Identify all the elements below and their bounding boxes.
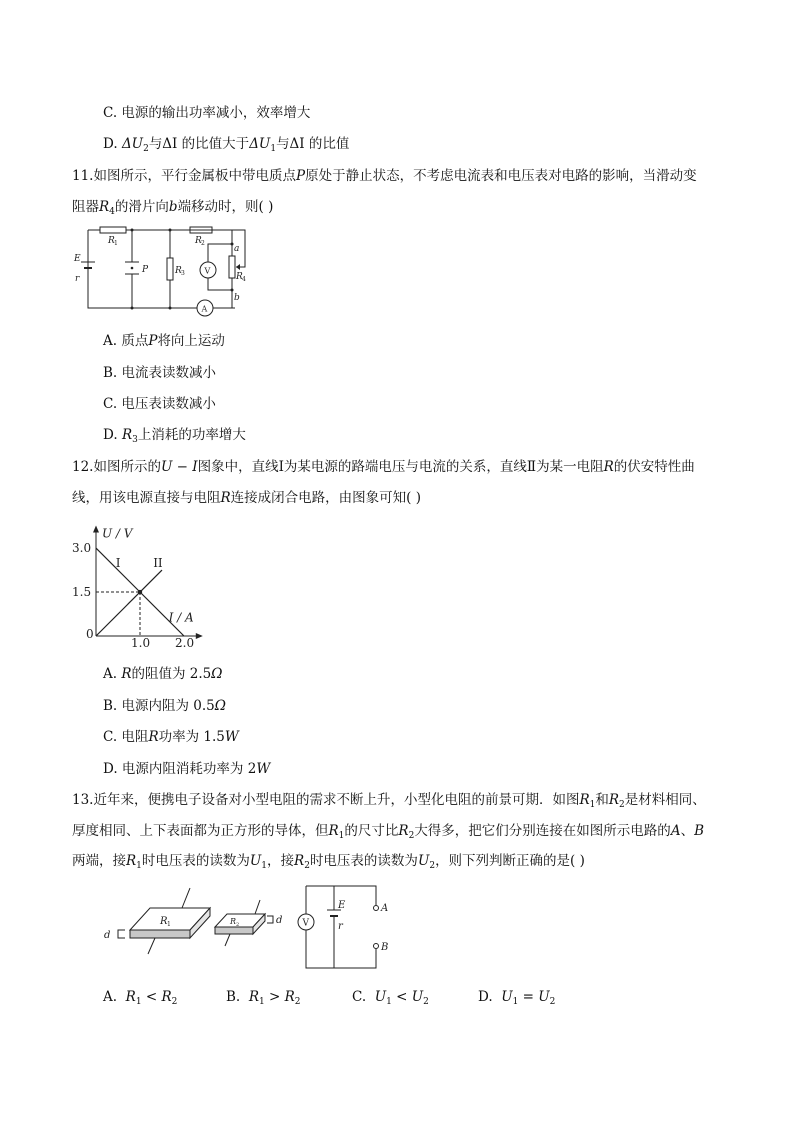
- q11-option-a[interactable]: A. 质点P将向上运动: [103, 333, 225, 349]
- q13-stem-line2: 厚度相同、上下表面都为正方形的导体，但$R_1$的尺寸比$R_2$大得多，把它们分别连接在如图所示电路的A、B: [72, 823, 704, 841]
- q11-option-b[interactable]: B. 电流表读数减小: [103, 365, 217, 381]
- resistor-r3: [167, 258, 173, 280]
- x-tick-label: 1.0: [131, 636, 151, 648]
- q11-circuit-diagram: [70, 222, 285, 322]
- wire: [208, 230, 232, 262]
- svg-text:R: R: [236, 272, 243, 282]
- x-axis-label: I / A: [168, 610, 194, 625]
- svg-text:E: E: [74, 254, 81, 264]
- q11-stem-line2: 阻器$R_4$的滑片向b端移动时，则( ): [72, 199, 274, 217]
- svg-text:R: R: [195, 236, 202, 246]
- slider-arrow: [236, 264, 240, 270]
- q12-stem-line1: 12.如图所示的U − I图象中，直线Ⅰ为某电源的路端电压与电流的关系，直线Ⅱ为某一电阻R的伏安特性曲: [72, 459, 695, 475]
- q13-option-c[interactable]: C. $U_1 < U_2$: [352, 989, 429, 1007]
- series-label-2: II: [153, 556, 163, 571]
- q10-option-c[interactable]: C. 电源的输出功率减小，效率增大: [103, 105, 311, 121]
- series-line-2: [96, 570, 162, 636]
- y-tick-label: 3.0: [72, 541, 92, 556]
- svg-text:R: R: [108, 236, 115, 246]
- x-axis-arrow: [196, 633, 203, 639]
- q10-option-d[interactable]: D. $\Delta U_2$与ΔI 的比值大于$\Delta U_1$与ΔI 的比值: [103, 136, 350, 154]
- q13-resistor-figures: [100, 880, 290, 970]
- origin-label: 0: [86, 627, 94, 641]
- x-tick-label: 2.0: [175, 636, 195, 648]
- svg-text:4: 4: [242, 276, 246, 283]
- q12-option-d[interactable]: D. 电源内阻消耗功率为 2W: [103, 761, 271, 777]
- q12-option-a[interactable]: A. R的阻值为 2.5Ω: [103, 666, 223, 682]
- svg-text:A: A: [381, 903, 389, 914]
- charged-particle: [131, 267, 134, 270]
- svg-text:2: 2: [201, 240, 205, 247]
- terminal-b: [374, 944, 379, 949]
- svg-text:R: R: [175, 266, 182, 276]
- svg-text:E: E: [338, 900, 346, 911]
- svg-text:B: B: [381, 942, 389, 953]
- q12-stem-line2: 线，用该电源直接与电阻R连接成闭合电路，由图象可知( ): [72, 490, 421, 506]
- svg-text:d: d: [276, 915, 283, 926]
- terminal-a: [374, 906, 379, 911]
- q11-stem-line1: 11.如图所示，平行金属板中带电质点P原处于静止状态，不考虑电流表和电压表对电路的影响，当滑动变: [72, 168, 697, 184]
- svg-text:R: R: [230, 917, 237, 926]
- svg-text:a: a: [234, 244, 240, 254]
- r1-front-face: [130, 930, 190, 938]
- q11-option-d[interactable]: D. $R_3$上消耗的功率增大: [103, 427, 246, 445]
- svg-text:d: d: [104, 930, 111, 941]
- q13-circuit-diagram: [292, 882, 402, 974]
- wire-bottom: [306, 930, 376, 968]
- svg-text:V: V: [204, 266, 211, 276]
- svg-text:A: A: [201, 304, 208, 314]
- svg-text:r: r: [338, 921, 343, 932]
- svg-text:1: 1: [114, 240, 118, 247]
- resistor-r4: [229, 256, 235, 278]
- wire: [208, 278, 232, 290]
- y-axis-arrow: [93, 525, 99, 532]
- svg-text:3: 3: [181, 270, 185, 277]
- svg-text:1: 1: [167, 921, 171, 928]
- q13-option-a[interactable]: A. $R_1 < R_2$: [103, 989, 178, 1007]
- svg-text:2: 2: [236, 922, 240, 928]
- q11-option-c[interactable]: C. 电压表读数减小: [103, 396, 216, 412]
- q13-option-b[interactable]: B. $R_1 > R_2$: [226, 989, 301, 1007]
- svg-text:r: r: [75, 274, 80, 284]
- y-tick-label: 1.5: [72, 585, 92, 600]
- q13-stem-line1: 13.近年来，便携电子设备对小型电阻的需求不断上升，小型化电阻的前景可期．如图$R_1$和$R_2$是材料相同、: [72, 792, 706, 810]
- svg-text:R: R: [160, 916, 168, 927]
- q12-option-c[interactable]: C. 电阻R功率为 1.5W: [103, 729, 239, 745]
- y-axis-label: U / V: [102, 526, 133, 541]
- svg-text:V: V: [302, 918, 309, 929]
- resistor-r1: [100, 227, 126, 233]
- r2-front-face: [215, 927, 253, 934]
- svg-text:b: b: [234, 293, 240, 303]
- q13-stem-line3: 两端，接$R_1$时电压表的读数为$U_1$，接$R_2$时电压表的读数为$U_2$，则下列判断正确的是( ): [72, 853, 585, 871]
- q12-option-b[interactable]: B. 电源内阻为 0.5Ω: [103, 698, 226, 714]
- intersection-point: [138, 590, 142, 594]
- q12-ui-chart: [70, 518, 230, 648]
- svg-text:P: P: [142, 265, 149, 275]
- q13-option-d[interactable]: D. $U_1 = U_2$: [478, 989, 556, 1007]
- series-label-1: I: [115, 556, 121, 571]
